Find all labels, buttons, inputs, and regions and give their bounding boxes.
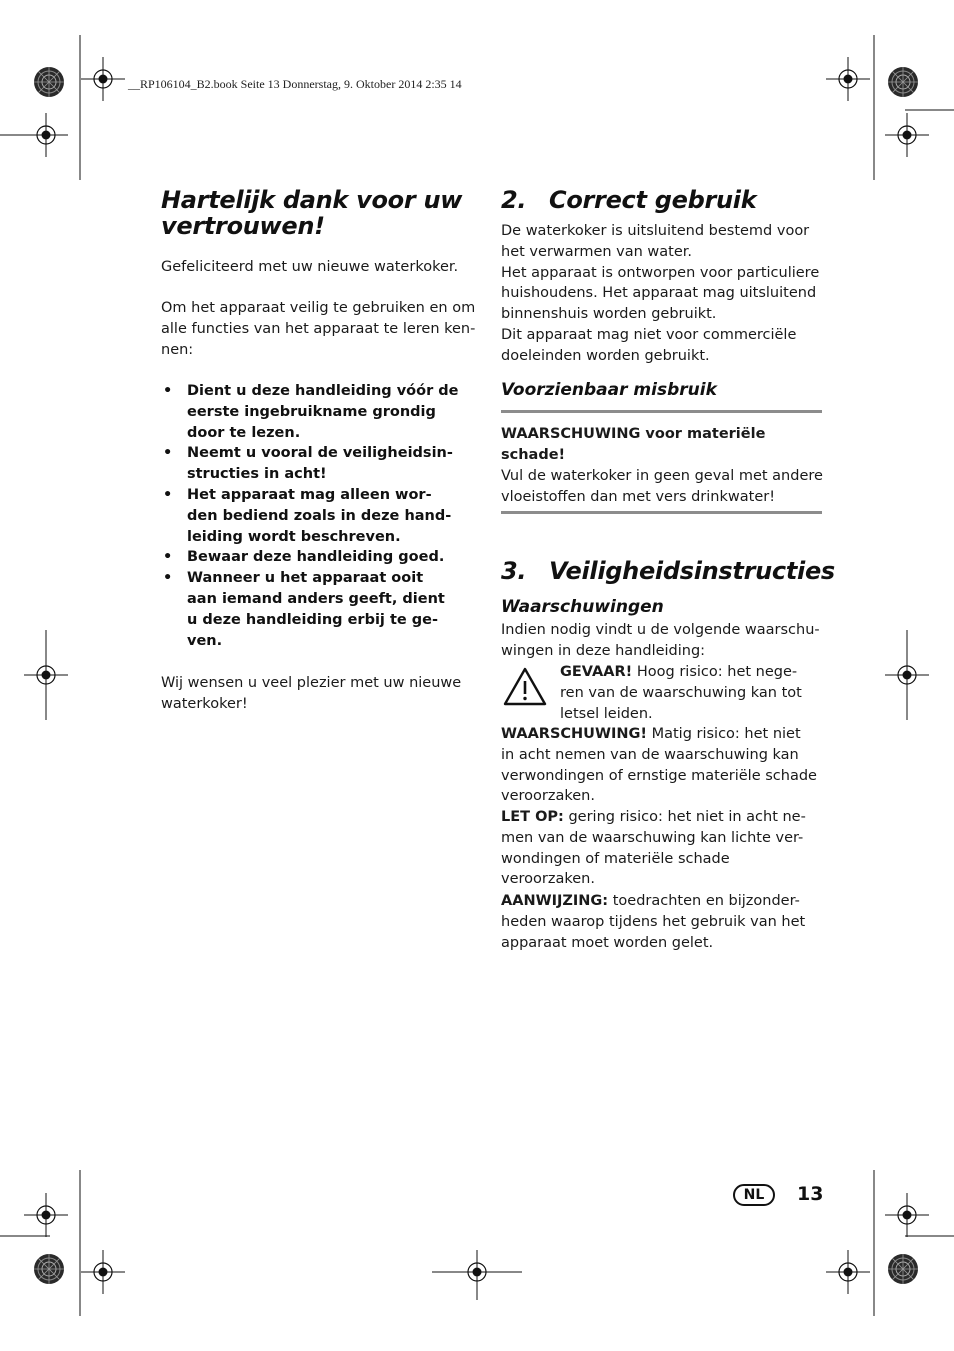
text-line: De waterkoker is uitsluitend bestemd voor xyxy=(501,223,810,239)
crosshair-registration-icon xyxy=(885,1193,929,1237)
text-line: gering risico: het niet in acht ne- xyxy=(563,809,806,825)
text-line: letsel leiden. xyxy=(560,705,653,722)
crosshair-registration-icon xyxy=(826,1250,870,1294)
page-title-line-2: vertrouwen! xyxy=(161,212,325,240)
crosshair-registration-icon xyxy=(826,57,870,101)
page-title xyxy=(161,187,462,239)
text-line: Vul de waterkoker in geen geval met andere xyxy=(501,468,823,484)
correct-use-paragraph xyxy=(501,221,819,367)
text-line: veroorzaken. xyxy=(501,871,595,888)
page-title-line-1: Hartelijk dank voor uw xyxy=(161,186,463,214)
section-title: Veiligheidsinstructies xyxy=(549,557,835,585)
material-damage-warning-text xyxy=(501,466,825,508)
crosshair-registration-icon xyxy=(24,1193,68,1237)
text-line: veroorzaken. xyxy=(501,788,595,805)
text-line: wingen in deze handleiding: xyxy=(501,642,706,659)
crosshair-registration-icon xyxy=(24,113,68,157)
text-line: men van de waarschuwing kan lichte ver- xyxy=(501,829,804,846)
foreseeable-misuse-heading: Voorzienbaar misbruik xyxy=(501,380,717,400)
text-line: den bediend zoals in deze hand- xyxy=(187,507,452,524)
color-target-icon xyxy=(34,67,64,97)
list-item xyxy=(161,443,459,485)
section-3-heading xyxy=(501,558,835,584)
crosshair-registration-icon xyxy=(81,1250,125,1294)
text-line: waterkoker! xyxy=(161,695,248,712)
text-line: structies in acht! xyxy=(187,466,327,483)
text-line: in acht nemen van de waarschuwing kan xyxy=(501,746,799,763)
list-item xyxy=(161,568,459,651)
text-line: WAARSCHUWING voor materiële xyxy=(501,426,766,442)
text-line: Om het apparaat veilig te gebruiken en om xyxy=(161,300,476,316)
caution-definition xyxy=(501,807,831,890)
text-line: Dient u deze handleiding vóór de xyxy=(187,383,459,399)
usage-paragraph xyxy=(161,298,475,360)
text-line: wondingen of materiële schade xyxy=(501,850,730,867)
text-line: huishoudens. Het apparaat mag uitsluitend xyxy=(501,285,817,302)
danger-definition xyxy=(560,662,825,724)
text-line: door te lezen. xyxy=(187,424,301,441)
text-line: schade! xyxy=(501,446,566,463)
text-line: het verwarmen van water. xyxy=(501,243,693,260)
text-line: nen: xyxy=(161,341,194,358)
section-2-heading xyxy=(501,187,756,213)
text-line: Het apparaat mag alleen wor- xyxy=(187,486,432,503)
crosshair-registration-icon xyxy=(885,653,929,697)
language-badge: NL xyxy=(733,1184,775,1206)
text-line: Het apparaat is ontworpen voor particuliere xyxy=(501,264,820,281)
material-damage-warning-title xyxy=(501,424,825,466)
crosshair-registration-icon xyxy=(24,653,68,697)
text-line: leiding wordt beschreven. xyxy=(187,528,401,545)
warnings-intro xyxy=(501,620,831,662)
intro-text: Gefeliciteerd met uw nieuwe waterkoker. xyxy=(161,259,459,275)
warning-box-top-rule xyxy=(501,410,822,413)
text-line: ren van de waarschuwing kan tot xyxy=(560,684,802,701)
crosshair-registration-icon xyxy=(885,113,929,157)
list-item xyxy=(161,547,459,568)
section-title: Correct gebruik xyxy=(549,186,757,214)
section-number: 3. xyxy=(501,557,527,585)
warnings-subheading: Waarschuwingen xyxy=(501,597,664,617)
text-line: doeleinden worden gebruikt. xyxy=(501,347,710,364)
color-target-icon xyxy=(888,1254,918,1284)
text-line: Wij wensen u veel plezier met uw nieuwe xyxy=(161,675,462,691)
text-line: toedrachten en bijzonder- xyxy=(608,893,800,909)
note-label: AANWIJZING: xyxy=(501,893,609,909)
color-target-icon xyxy=(888,67,918,97)
text-line: verwondingen of ernstige materiële schade xyxy=(501,767,817,784)
warning-definition xyxy=(501,724,831,807)
color-target-icon xyxy=(34,1254,64,1284)
closing-paragraph xyxy=(161,673,461,715)
text-line: Neemt u vooral de veiligheidsin- xyxy=(187,445,453,462)
text-line: apparaat moet worden gelet. xyxy=(501,934,714,951)
page-number: 13 xyxy=(797,1183,824,1205)
text-line: eerste ingebruikname grondig xyxy=(187,403,436,420)
text-line: binnenshuis worden gebruikt. xyxy=(501,306,717,323)
list-item xyxy=(161,381,459,443)
instruction-list xyxy=(161,381,459,651)
text-line: heden waarop tijdens het gebruik van het xyxy=(501,913,806,930)
crosshair-registration-icon xyxy=(81,57,125,101)
text-line: Dit apparaat mag niet voor commerciële xyxy=(501,326,797,343)
text-line: ven. xyxy=(187,632,223,649)
warning-label: WAARSCHUWING! xyxy=(501,726,647,742)
text-line: Bewaar deze handleiding goed. xyxy=(187,549,445,566)
text-line: Wanneer u het apparaat ooit xyxy=(187,570,424,587)
caution-label: LET OP: xyxy=(501,809,564,825)
list-item xyxy=(161,485,459,547)
text-line: aan iemand anders geeft, dient xyxy=(187,590,445,607)
text-line: u deze handleiding erbij te ge- xyxy=(187,611,438,628)
warning-box-bottom-rule xyxy=(501,511,822,514)
note-definition xyxy=(501,891,831,953)
text-line: vloeistoffen dan met vers drinkwater! xyxy=(501,488,776,505)
section-number: 2. xyxy=(501,186,527,214)
warning-triangle-icon xyxy=(502,666,548,708)
text-line: Matig risico: het niet xyxy=(646,726,801,742)
text-line: Indien nodig vindt u de volgende waarschu- xyxy=(501,622,820,638)
danger-label: GEVAAR! xyxy=(560,664,633,680)
text-line: alle functies van het apparaat te leren ken- xyxy=(161,320,476,337)
file-info-header: __RP106104_B2.book Seite 13 Donnerstag, 9. Oktober 2014 2:35 14 xyxy=(128,77,462,91)
text-line: Hoog risico: het nege- xyxy=(632,664,798,680)
